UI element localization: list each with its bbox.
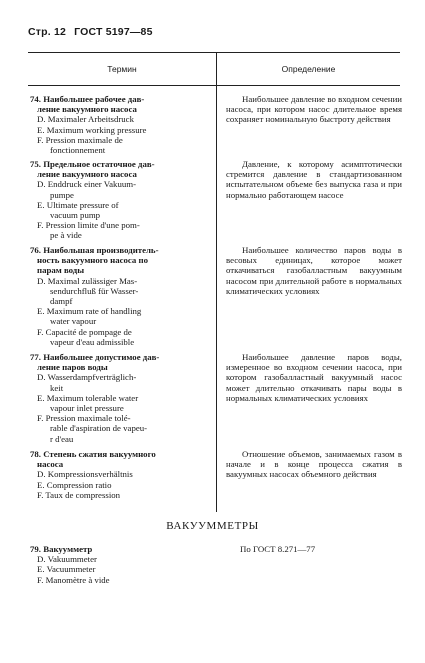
term-translation: E. Vacuummeter [37,564,96,575]
term-title [30,94,206,114]
term-title-line: парам воды [37,265,85,276]
term-title-line: насоса [37,459,64,470]
term-translation: E. Ultimate pressure of [37,199,119,210]
term-translation: F. Pression limite d'une pom- [37,220,140,231]
term-translation: F. Manomètre à vide [37,574,110,585]
term-entry-78 [30,449,206,500]
term-entry-74 [30,94,206,155]
table-header [28,52,400,86]
definition-77 [226,352,402,403]
term-translation: vapeur d'eau admissible [50,336,135,347]
section-heading: ВАКУУММЕТРЫ [166,520,259,532]
term-translation: rable d'aspiration de vapeu- [50,423,148,434]
term-translation: E. Maximum rate of handling [37,306,142,317]
term-translation: r d'eau [50,433,74,444]
term-title [30,352,206,372]
term-translation: F. Pression maximale de [37,134,123,145]
term-translation: keit [50,382,64,393]
term-translation: vapour inlet pressure [50,403,124,414]
definition-text: Наибольшее давление во входном сечении насоса, при котором насос длительное время сохраняет номинальную быстроту действия [226,94,402,125]
definition-78 [226,449,402,480]
term-title-line: ление вакуумного насоса [37,169,137,180]
definition-text: По ГОСТ 8.271—77 [240,544,316,554]
term-entry-77 [30,352,206,444]
term-translation: F. Taux de compression [37,489,121,500]
standard-number: ГОСТ 5197—85 [74,26,153,38]
term-title-line: ление паров воды [37,362,108,373]
term-translation: D. Vakuummeter [37,554,97,565]
column-header-terms: Термин [107,64,137,74]
term-title-line: 75. Предельное остаточное дав- [30,159,155,169]
term-title-line: ление вакуумного насоса [37,104,137,115]
term-translation: F. Capacité de pompage de [37,326,132,337]
definition-text: Давление, к которому асимптотически стремится давление в стандартизованном испытательном объеме без выпуска газа и при нормально работающем насосе [226,159,402,200]
term-title [30,159,206,179]
term-translation: E. Maximum working pressure [37,124,147,135]
term-entry-75 [30,159,206,241]
term-title-line: 76. Наибольшая производитель- [30,245,159,255]
column-header-definition: Определение [281,64,336,74]
term-title-line: 78. Степень сжатия вакуумного [30,449,156,459]
term-translation: D. Wasserdampfverträglich- [37,372,137,383]
term-translation: F. Pression maximale tolé- [37,413,131,424]
term-translation: D. Maximaler Arbeitsdruck [37,114,134,125]
term-translation: pumpe [50,189,74,200]
term-translation: sendurchfluß für Wasser- [50,285,139,296]
term-title-line: ность вакуумного насоса по [37,255,148,266]
term-translation: pe à vide [50,230,82,241]
page-number: Стр. 12 [28,26,67,38]
term-title-line: 74. Наибольшее рабочее дав- [30,94,145,104]
definition-79 [240,544,416,554]
term-translation: fonctionnement [50,145,106,156]
term-translation: E. Compression ratio [37,479,112,490]
term-title-line: 79. Вакуумметр [30,544,93,554]
term-translation: D. Kompressionsverhältnis [37,469,133,480]
term-translation: water vapour [50,316,97,327]
definition-75 [226,159,402,200]
definition-text: Наибольшее количество паров воды в весовых единицах, которое может откачиваться газобалластным вакуумным насосом при длительной работе в нормальных климатических условиях [226,245,402,296]
term-translation: dampf [50,296,73,307]
term-translation: E. Maximum tolerable water [37,392,139,403]
definition-text: Наибольшее давление паров воды, измеренное во входном сечении насоса, при котором газобалластный вакуумный насос может длительно откачивать пары воды в нормальных климатических условиях [226,352,402,403]
term-title [30,449,206,469]
term-translation: vacuum pump [50,210,101,221]
term-title [30,245,206,276]
term-entry-79 [30,544,206,585]
term-translation: D. Maximal zulässiger Mas- [37,275,138,286]
term-translation: D. Enddruck einer Vakuum- [37,179,137,190]
page-header [28,26,153,38]
term-title-line: 77. Наибольшее допустимое дав- [30,352,160,362]
definition-text: Отношение объемов, занимаемых газом в начале и в конце процесса сжатия в вакуумных насосах объемного действия [226,449,402,480]
term-title [30,544,206,554]
table-column-divider [216,86,217,512]
definition-76 [226,245,402,296]
definition-74 [226,94,402,125]
term-entry-76 [30,245,206,347]
